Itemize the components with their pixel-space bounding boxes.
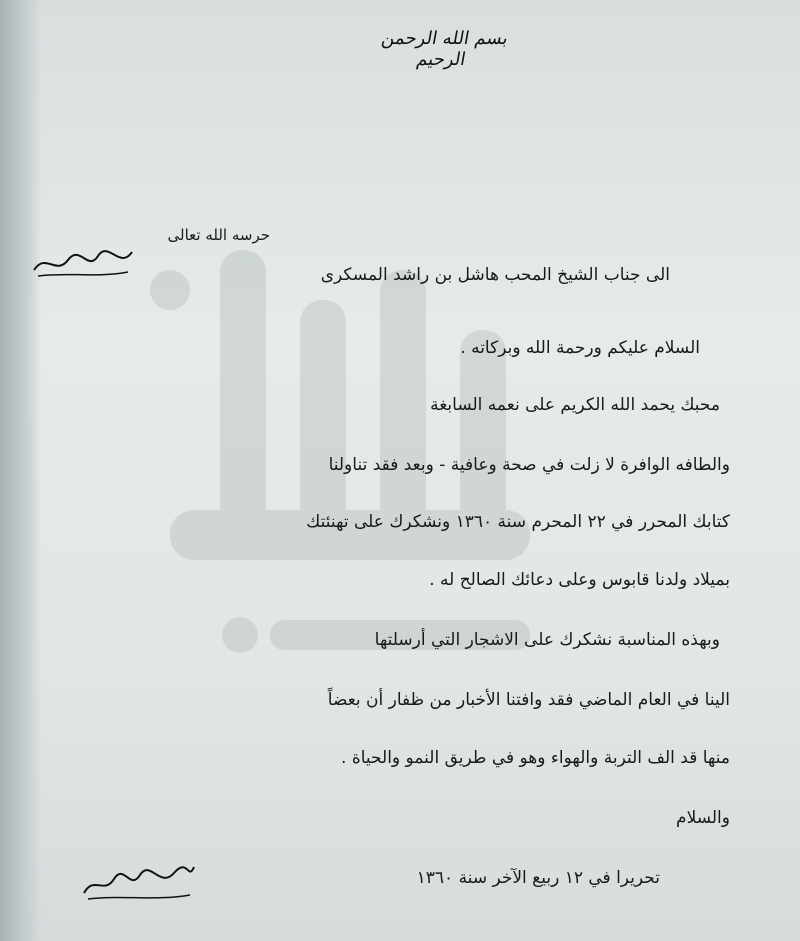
date-line: تحريرا في ١٢ ربيع الآخر سنة ١٣٦٠ [416, 868, 660, 888]
body-line-3: كتابك المحرر في ٢٢ المحرم سنة ١٣٦٠ ونشكرك على تهنئتك [306, 512, 730, 532]
praise-line: حرسه الله تعالى [167, 226, 270, 244]
body-line-1: محبك يحمد الله الكريم على نعمه السابغة [430, 395, 720, 415]
body-line-6: الينا في العام الماضي فقد وافتنا الأخبار من ظفار أن بعضاً [327, 690, 730, 710]
closing-line: والسلام [676, 808, 730, 828]
body-line-2: والطافه الوافرة لا زلت في صحة وعافية - وبعد فقد تناولنا [328, 455, 730, 475]
body-line-5: وبهذه المناسبة نشكرك على الاشجار التي أرسلتها [374, 630, 720, 650]
sender-signature [28, 242, 138, 282]
recipient-line: الى جناب الشيخ المحب هاشل بن راشد المسكرى [320, 265, 670, 285]
body-line-7: منها قد الف التربة والهواء وهو في طريق النمو والحياة . [341, 748, 730, 768]
footer-signature [78, 855, 198, 905]
body-line-4: بميلاد ولدنا قابوس وعلى دعائك الصالح له . [429, 570, 730, 590]
basmala-heading: بسم الله الرحمن الرحيم [379, 28, 510, 70]
greeting-line: السلام عليكم ورحمة الله وبركاته . [460, 338, 700, 358]
page-binding-shadow [0, 0, 42, 941]
